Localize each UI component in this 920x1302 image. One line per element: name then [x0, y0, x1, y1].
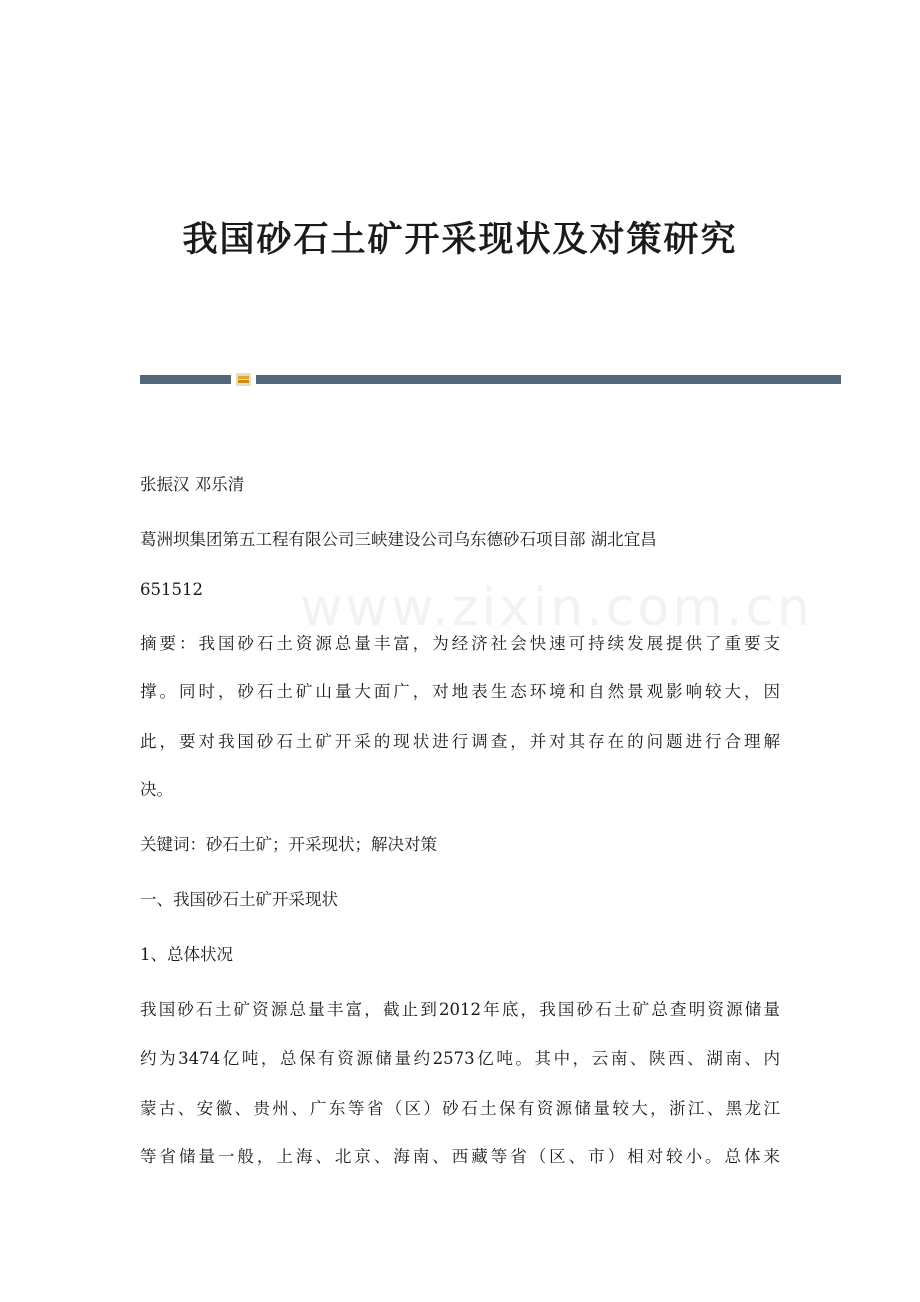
body-line-3: 蒙古、安徽、贵州、广东等省（区）砂石土保有资源储量较大，浙江、黑龙江: [140, 1099, 780, 1118]
watermark-text: www.zixin.com.cn: [300, 578, 813, 638]
divider-ornament-icon: [236, 373, 251, 386]
affiliation-line-1: 葛洲坝集团第五工程有限公司三峡建设公司乌东德砂石项目部 湖北宜昌: [140, 530, 657, 549]
title-divider: [140, 375, 841, 384]
divider-left-segment: [140, 375, 231, 384]
body-line-2: 约为3474亿吨，总保有资源储量约2573亿吨。其中，云南、陕西、湖南、内: [140, 1049, 780, 1068]
divider-right-segment: [256, 375, 841, 384]
document-title: 我国砂石土矿开采现状及对策研究: [182, 219, 738, 260]
authors: 张振汉 邓乐清: [140, 475, 245, 494]
affiliation-line-2: 651512: [140, 580, 203, 599]
section-1-heading: 一、我国砂石土矿开采现状: [140, 890, 338, 909]
abstract-line-3: 此，要对我国砂石土矿开采的现状进行调查，并对其存在的问题进行合理解: [140, 732, 780, 751]
subsection-1-heading: 1、总体状况: [140, 945, 233, 964]
abstract-line-4: 决。: [140, 780, 173, 799]
abstract-line-2: 撑。同时，砂石土矿山量大面广，对地表生态环境和自然景观影响较大，因: [140, 682, 780, 701]
body-line-1: 我国砂石土矿资源总量丰富，截止到2012年底，我国砂石土矿总查明资源储量: [140, 1000, 780, 1019]
abstract-line-1: 摘要：我国砂石土资源总量丰富，为经济社会快速可持续发展提供了重要支: [140, 634, 780, 653]
body-line-4: 等省储量一般，上海、北京、海南、西藏等省（区、市）相对较小。总体来: [140, 1147, 780, 1166]
keywords: 关键词：砂石土矿；开采现状；解决对策: [140, 835, 437, 854]
